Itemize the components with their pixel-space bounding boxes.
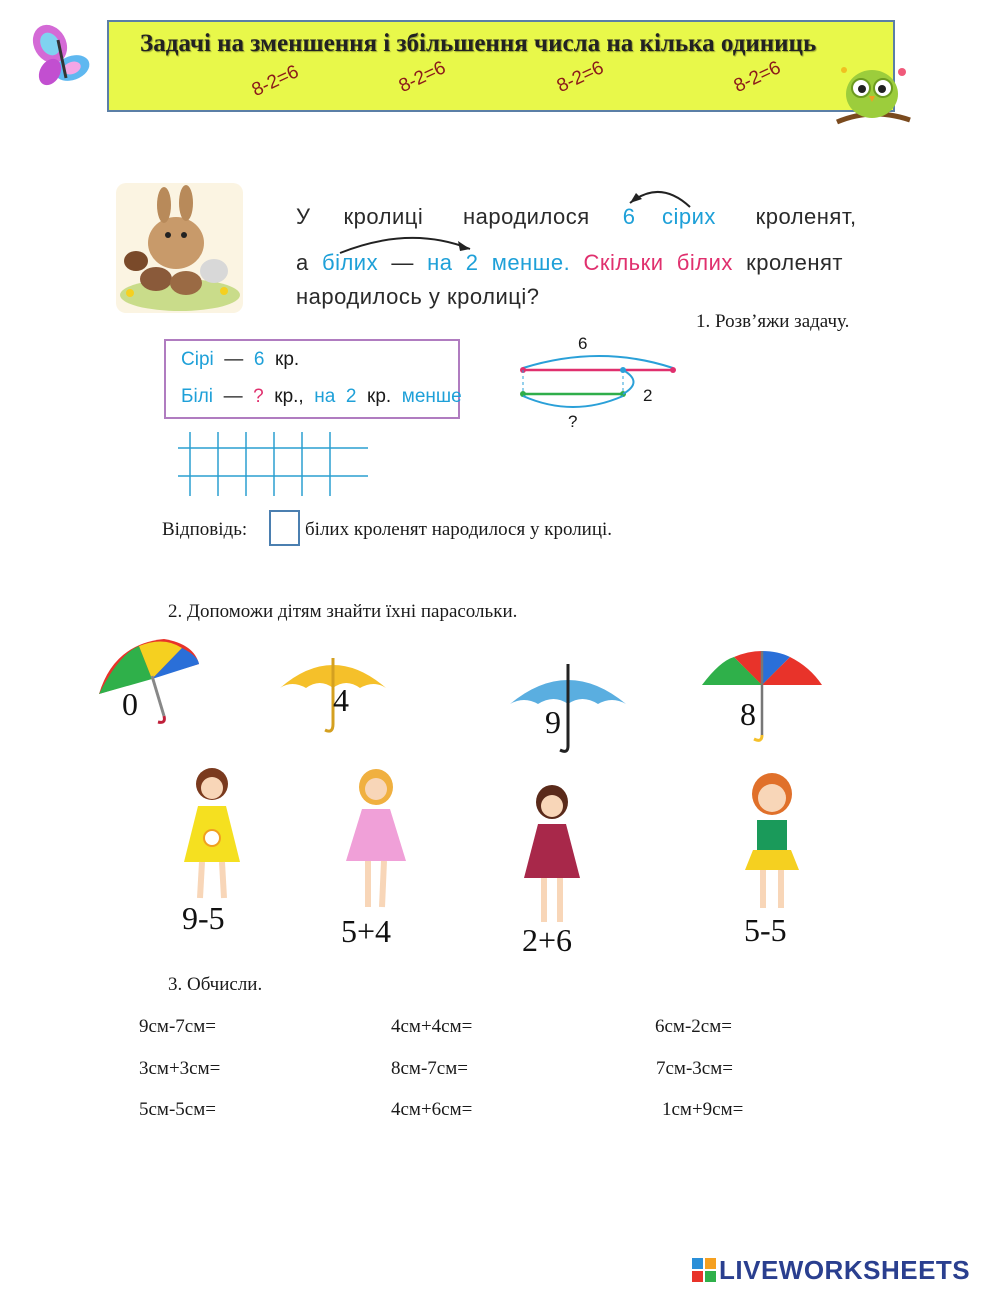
umbrella-number-4: 8: [740, 696, 756, 732]
umbrella-number-2: 4: [333, 682, 349, 718]
problem-line-2: а білих — на 2 менше. Скільки білих кроленят: [296, 250, 843, 275]
rabbits-illustration: [116, 183, 243, 313]
diagram-label-bottom: ?: [568, 412, 578, 431]
answer-grid[interactable]: [178, 432, 368, 498]
formula-2: 8-2=6: [395, 57, 450, 98]
girl-expression-2: 5+4: [341, 913, 392, 949]
calc-r2-c1[interactable]: 3см+3см=: [139, 1058, 221, 1079]
umbrella-number-3: 9: [545, 704, 561, 740]
calc-r3-c1[interactable]: 5см-5см=: [139, 1099, 216, 1120]
task-3-label: 3. Обчисли.: [168, 974, 263, 995]
text-arrows: [330, 185, 710, 265]
girl-expression-3: 2+6: [522, 922, 573, 958]
girl-green-shirt-icon[interactable]: [735, 770, 809, 916]
umbrella-number-1: 0: [122, 686, 138, 722]
calc-r2-c2[interactable]: 8см-7см=: [391, 1058, 468, 1079]
umbrella-striped-icon[interactable]: [700, 645, 824, 745]
formula-1: 8-2=6: [248, 61, 303, 102]
answer-suffix: білих кроленят народилося у кролиці.: [305, 519, 613, 540]
girl-pink-dress-icon[interactable]: [342, 767, 410, 913]
condition-line-2: Білі — ? кр., на 2 кр. менше: [181, 386, 462, 407]
girl-yellow-dress-icon[interactable]: [178, 766, 246, 906]
diagram-label-top: 6: [578, 334, 588, 353]
calc-r1-c1[interactable]: 9см-7см=: [139, 1016, 216, 1037]
umbrella-blue-icon[interactable]: [508, 660, 628, 756]
formula-4: 8-2=6: [730, 57, 785, 98]
calc-r1-c2[interactable]: 4см+4см=: [391, 1016, 473, 1037]
page-title: Задачі на зменшення і збільшення числа на кілька одиниць: [140, 30, 817, 57]
task-2-label: 2. Допоможи дітям знайти їхні парасольки.: [168, 601, 518, 622]
answer-prefix: Відповідь:: [162, 519, 248, 540]
calc-r2-c3[interactable]: 7см-3см=: [656, 1058, 733, 1079]
girl-red-dress-icon[interactable]: [520, 782, 584, 932]
task-1-label: 1. Розв’яжи задачу.: [696, 311, 850, 332]
umbrella-multicolor-icon[interactable]: [94, 634, 204, 729]
footer-brand[interactable]: LIVEWORKSHEETS: [719, 1255, 971, 1285]
problem-line-1: У кролиці народилося 6 сірих кроленят,: [296, 204, 857, 229]
calc-r3-c3[interactable]: 1см+9см=: [662, 1099, 744, 1120]
girl-expression-4: 5-5: [744, 912, 787, 948]
problem-line-3: народилось у кролиці?: [296, 284, 540, 309]
segment-diagram: [510, 330, 700, 430]
liveworksheets-logo-icon: [692, 1258, 716, 1282]
condition-line-1: Сірі — 6 кр.: [181, 349, 300, 370]
diagram-label-right: 2: [643, 386, 653, 405]
girl-expression-1: 9-5: [182, 900, 225, 936]
formula-3: 8-2=6: [553, 57, 608, 98]
answer-input-box[interactable]: [269, 510, 300, 546]
owl-icon: [832, 62, 912, 132]
calc-r1-c3[interactable]: 6см-2см=: [655, 1016, 732, 1037]
butterfly-icon: [28, 20, 100, 92]
calc-r3-c2[interactable]: 4см+6см=: [391, 1099, 473, 1120]
